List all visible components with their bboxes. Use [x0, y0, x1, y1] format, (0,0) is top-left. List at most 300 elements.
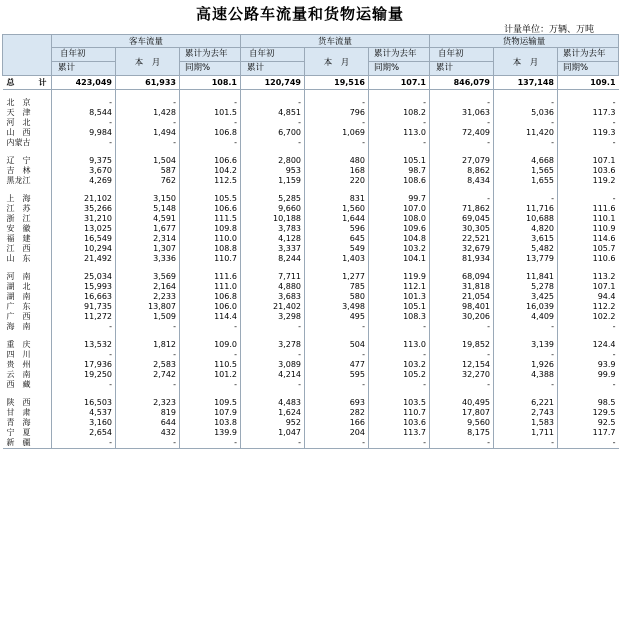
header-pct-2: 同期%	[180, 62, 241, 76]
table-cell: -	[558, 380, 619, 390]
region-name: 天 津	[6, 108, 31, 117]
table-cell: 953	[241, 166, 305, 176]
table-cell: 21,102	[52, 194, 116, 204]
region-name: 浙 江	[6, 214, 31, 223]
table-cell: 107.1	[558, 156, 619, 166]
spacer-cell	[241, 148, 305, 156]
table-cell: 110.9	[558, 224, 619, 234]
region-name: 总 计	[3, 76, 52, 90]
table-cell: 168	[305, 166, 369, 176]
table-row	[3, 108, 619, 118]
table-cell: -	[116, 380, 180, 390]
spacer-cell	[558, 264, 619, 272]
table-cell: 5,285	[241, 194, 305, 204]
header-cumulative-2: 累计	[52, 62, 116, 76]
region-name: 上 海	[6, 194, 31, 203]
spacer-cell	[369, 390, 430, 398]
table-cell: 3,160	[52, 418, 116, 428]
table-cell: 3,615	[494, 234, 558, 244]
table-cell: 10,688	[494, 214, 558, 224]
table-row	[3, 138, 619, 148]
table-row	[3, 234, 619, 244]
table-cell: 4,851	[241, 108, 305, 118]
spacer-cell	[116, 264, 180, 272]
table-cell: 1,624	[241, 408, 305, 418]
table-cell: 549	[305, 244, 369, 254]
spacer-cell	[305, 90, 369, 99]
table-cell: 15,993	[52, 282, 116, 292]
table-cell: -	[116, 98, 180, 108]
spacer-cell	[180, 186, 241, 194]
table-cell: 91,735	[52, 302, 116, 312]
table-cell: 495	[305, 312, 369, 322]
table-cell: 17,807	[430, 408, 494, 418]
spacer-cell	[241, 90, 305, 99]
group-spacer	[3, 264, 619, 272]
table-row	[3, 292, 619, 302]
table-cell: 11,716	[494, 204, 558, 214]
table-cell: -	[52, 438, 116, 449]
table-cell: 3,683	[241, 292, 305, 302]
table-cell: 99.7	[369, 194, 430, 204]
region-name: 重 庆	[6, 340, 31, 349]
table-cell: -	[52, 138, 116, 148]
table-cell: 104.2	[180, 166, 241, 176]
table-cell: -	[180, 118, 241, 128]
header-cumulative: 自年初	[52, 48, 116, 62]
table-cell: 1,509	[116, 312, 180, 322]
table-cell: -	[430, 438, 494, 449]
table-cell: 108.8	[180, 244, 241, 254]
table-cell: 2,742	[116, 370, 180, 380]
header-cumulative: 自年初	[430, 48, 494, 62]
table-cell: 98.5	[558, 398, 619, 408]
spacer-cell	[180, 264, 241, 272]
table-cell: 846,079	[430, 76, 494, 90]
table-row	[3, 166, 619, 176]
spacer-cell	[180, 390, 241, 398]
table-cell: 32,679	[430, 244, 494, 254]
header-corner	[3, 35, 52, 76]
table-cell: 94.4	[558, 292, 619, 302]
table-cell: 1,812	[116, 340, 180, 350]
table-row	[3, 302, 619, 312]
region-name: 安 徽	[6, 224, 31, 233]
table-row	[3, 194, 619, 204]
table-cell: 98.7	[369, 166, 430, 176]
table-row	[3, 176, 619, 186]
table-row	[3, 254, 619, 264]
table-cell: -	[116, 438, 180, 449]
region-name: 新 疆	[6, 438, 31, 447]
table-cell: -	[241, 350, 305, 360]
table-cell: 3,783	[241, 224, 305, 234]
table-cell: -	[241, 118, 305, 128]
header-cumulative-2: 累计	[241, 62, 305, 76]
table-cell: 108.2	[369, 108, 430, 118]
total-row	[3, 76, 619, 90]
table-cell: 72,409	[430, 128, 494, 138]
table-cell: 119.9	[369, 272, 430, 282]
table-cell: 1,644	[305, 214, 369, 224]
table-cell: -	[241, 322, 305, 332]
group-spacer	[3, 390, 619, 398]
table-cell: 204	[305, 428, 369, 438]
table-cell: 13,779	[494, 254, 558, 264]
region-name: 山 西	[6, 128, 31, 137]
table-cell: 107.9	[180, 408, 241, 418]
region-name: 北 京	[6, 98, 31, 107]
table-row	[3, 340, 619, 350]
table-cell: 117.7	[558, 428, 619, 438]
table-cell: -	[369, 350, 430, 360]
table-cell: 16,549	[52, 234, 116, 244]
region-name: 湖 南	[6, 292, 31, 301]
header-freight-volume: 货物运输量	[430, 35, 619, 48]
table-cell: 2,323	[116, 398, 180, 408]
table-cell: 103.8	[180, 418, 241, 428]
spacer-cell	[241, 332, 305, 340]
table-cell: 19,250	[52, 370, 116, 380]
table-cell: 11,420	[494, 128, 558, 138]
table-cell: 2,583	[116, 360, 180, 370]
table-cell: -	[369, 322, 430, 332]
table-row	[3, 224, 619, 234]
table-cell: 8,544	[52, 108, 116, 118]
table-cell: 106.8	[180, 128, 241, 138]
table-row	[3, 380, 619, 390]
spacer-cell	[241, 390, 305, 398]
table-cell: 477	[305, 360, 369, 370]
table-cell: 139.9	[180, 428, 241, 438]
spacer-cell	[430, 332, 494, 340]
table-cell: 3,336	[116, 254, 180, 264]
table-cell: 107.1	[369, 76, 430, 90]
spacer-cell	[305, 148, 369, 156]
table-cell: 3,498	[305, 302, 369, 312]
table-cell: 1,159	[241, 176, 305, 186]
region-name: 陕 西	[6, 398, 31, 407]
table-cell: -	[116, 118, 180, 128]
table-cell: 13,025	[52, 224, 116, 234]
table-cell: 21,054	[430, 292, 494, 302]
table-cell: 9,660	[241, 204, 305, 214]
table-row	[3, 408, 619, 418]
spacer-cell	[52, 148, 116, 156]
unit-label: 计量单位：万辆、万吨	[503, 25, 594, 35]
table-cell: 4,537	[52, 408, 116, 418]
table-cell: 109.5	[180, 398, 241, 408]
header-month: 本 月	[494, 48, 558, 76]
table-cell: 423,049	[52, 76, 116, 90]
table-cell: 16,663	[52, 292, 116, 302]
group-spacer	[3, 186, 619, 194]
region-name: 辽 宁	[6, 156, 31, 165]
table-cell: 114.4	[180, 312, 241, 322]
table-cell: 5,148	[116, 204, 180, 214]
table-cell: 2,233	[116, 292, 180, 302]
table-cell: -	[494, 380, 558, 390]
table-cell: 3,569	[116, 272, 180, 282]
table-cell: 645	[305, 234, 369, 244]
table-cell: 3,139	[494, 340, 558, 350]
table-row	[3, 312, 619, 322]
table-row	[3, 428, 619, 438]
table-cell: 1,403	[305, 254, 369, 264]
table-cell: 104.8	[369, 234, 430, 244]
table-cell: 40,495	[430, 398, 494, 408]
spacer-cell	[241, 264, 305, 272]
spacer-cell	[241, 186, 305, 194]
table-cell: 644	[116, 418, 180, 428]
table-cell: 32,270	[430, 370, 494, 380]
table-cell: 112.2	[558, 302, 619, 312]
table-cell: 105.1	[369, 302, 430, 312]
table-cell: 4,128	[241, 234, 305, 244]
table-cell: 13,807	[116, 302, 180, 312]
table-cell: 8,434	[430, 176, 494, 186]
table-cell: 4,668	[494, 156, 558, 166]
table-cell: -	[180, 380, 241, 390]
table-cell: 1,277	[305, 272, 369, 282]
spacer-cell	[430, 186, 494, 194]
table-cell: -	[305, 380, 369, 390]
region-name: 西 藏	[6, 380, 31, 389]
table-cell: 113.2	[558, 272, 619, 282]
table-cell: 3,670	[52, 166, 116, 176]
table-cell: 3,425	[494, 292, 558, 302]
table-cell: 1,428	[116, 108, 180, 118]
spacer-cell	[369, 186, 430, 194]
spacer-cell	[305, 186, 369, 194]
table-cell: 61,933	[116, 76, 180, 90]
region-name: 吉 林	[6, 166, 31, 175]
table-cell: 1,565	[494, 166, 558, 176]
table-row	[3, 360, 619, 370]
table-cell: 1,307	[116, 244, 180, 254]
table-row	[3, 398, 619, 408]
table-cell: 109.0	[180, 340, 241, 350]
table-cell: 2,800	[241, 156, 305, 166]
table-cell: 119.2	[558, 176, 619, 186]
table-cell: 105.1	[369, 156, 430, 166]
table-cell: 6,700	[241, 128, 305, 138]
spacer-cell	[52, 264, 116, 272]
header-pct-2: 同期%	[558, 62, 619, 76]
table-cell: 2,314	[116, 234, 180, 244]
table-cell: 110.7	[369, 408, 430, 418]
table-cell: -	[494, 98, 558, 108]
region-name: 黑龙江	[6, 176, 31, 185]
table-cell: 111.0	[180, 282, 241, 292]
region-name: 海 南	[6, 322, 31, 331]
table-row	[3, 418, 619, 428]
region-name: 甘 肃	[6, 408, 31, 417]
table-cell: 19,852	[430, 340, 494, 350]
table-cell: -	[430, 118, 494, 128]
header-month: 本 月	[116, 48, 180, 76]
table-cell: 110.0	[180, 234, 241, 244]
table-row	[3, 214, 619, 224]
table-cell: 109.1	[558, 76, 619, 90]
table-cell: -	[180, 98, 241, 108]
table-cell: 4,214	[241, 370, 305, 380]
table-row	[3, 128, 619, 138]
table-cell: 99.9	[558, 370, 619, 380]
region-name: 广 东	[6, 302, 31, 311]
table-row	[3, 322, 619, 332]
table-cell: 110.5	[180, 360, 241, 370]
table-cell: 129.5	[558, 408, 619, 418]
table-cell: -	[241, 98, 305, 108]
spacer-cell	[3, 390, 52, 398]
table-cell: 114.6	[558, 234, 619, 244]
table-cell: 580	[305, 292, 369, 302]
table-cell: 108.3	[369, 312, 430, 322]
table-cell: 30,305	[430, 224, 494, 234]
table-cell: -	[116, 138, 180, 148]
table-cell: -	[180, 322, 241, 332]
table-cell: 952	[241, 418, 305, 428]
table-cell: 5,482	[494, 244, 558, 254]
table-cell: -	[558, 194, 619, 204]
table-cell: 19,516	[305, 76, 369, 90]
group-spacer	[3, 148, 619, 156]
table-cell: 103.6	[558, 166, 619, 176]
table-cell: 166	[305, 418, 369, 428]
spacer-cell	[369, 332, 430, 340]
header-pct-2: 同期%	[369, 62, 430, 76]
spacer-cell	[430, 90, 494, 99]
table-cell: 113.0	[369, 340, 430, 350]
table-cell: 762	[116, 176, 180, 186]
table-cell: -	[494, 194, 558, 204]
spacer-cell	[180, 332, 241, 340]
header-pct: 累计为去年	[369, 48, 430, 62]
spacer-cell	[3, 186, 52, 194]
table-cell: 110.1	[558, 214, 619, 224]
table-cell: 31,818	[430, 282, 494, 292]
table-cell: -	[494, 350, 558, 360]
spacer-cell	[3, 264, 52, 272]
table-cell: -	[52, 322, 116, 332]
table-cell: 111.5	[180, 214, 241, 224]
spacer-cell	[558, 148, 619, 156]
table-cell: 103.2	[369, 244, 430, 254]
table-cell: -	[305, 138, 369, 148]
table-cell: 107.0	[369, 204, 430, 214]
page-title: 高速公路车流量和货物运输量	[195, 5, 404, 23]
table-cell: -	[52, 98, 116, 108]
table-cell: 105.5	[180, 194, 241, 204]
table-cell: -	[558, 322, 619, 332]
table-cell: -	[558, 138, 619, 148]
table-cell: 110.7	[180, 254, 241, 264]
table-cell: 103.5	[369, 398, 430, 408]
table-cell: 106.6	[180, 204, 241, 214]
table-cell: 504	[305, 340, 369, 350]
table-cell: 31,210	[52, 214, 116, 224]
table-cell: 109.8	[180, 224, 241, 234]
table-cell: 2,654	[52, 428, 116, 438]
table-cell: 6,221	[494, 398, 558, 408]
table-cell: 1,711	[494, 428, 558, 438]
table-cell: -	[241, 138, 305, 148]
spacer-cell	[52, 186, 116, 194]
table-cell: 71,862	[430, 204, 494, 214]
table-cell: 11,841	[494, 272, 558, 282]
table-cell: 21,492	[52, 254, 116, 264]
table-cell: -	[369, 380, 430, 390]
region-name: 云 南	[6, 370, 31, 379]
header-cumulative-2: 累计	[430, 62, 494, 76]
table-cell: 4,409	[494, 312, 558, 322]
table-cell: 93.9	[558, 360, 619, 370]
table-cell: 120,749	[241, 76, 305, 90]
table-body	[3, 76, 619, 449]
table-cell: 595	[305, 370, 369, 380]
spacer-cell	[494, 90, 558, 99]
table-cell: 103.2	[369, 360, 430, 370]
table-row	[3, 244, 619, 254]
spacer-cell	[52, 390, 116, 398]
spacer-cell	[3, 332, 52, 340]
table-cell: 5,036	[494, 108, 558, 118]
table-cell: -	[116, 350, 180, 360]
table-header	[3, 35, 619, 76]
spacer-cell	[369, 264, 430, 272]
spacer-cell	[3, 90, 52, 99]
table-cell: 106.0	[180, 302, 241, 312]
table-row	[3, 118, 619, 128]
table-cell: 81,934	[430, 254, 494, 264]
table-cell: 3,278	[241, 340, 305, 350]
table-cell: 480	[305, 156, 369, 166]
spacer-cell	[116, 332, 180, 340]
table-cell: 4,880	[241, 282, 305, 292]
table-cell: 1,655	[494, 176, 558, 186]
table-cell: 587	[116, 166, 180, 176]
table-cell: 16,503	[52, 398, 116, 408]
table-cell: 10,294	[52, 244, 116, 254]
table-cell: 1,504	[116, 156, 180, 166]
table-cell: 8,175	[430, 428, 494, 438]
spacer-cell	[52, 332, 116, 340]
spacer-cell	[430, 390, 494, 398]
table-cell: 106.8	[180, 292, 241, 302]
table-cell: 35,266	[52, 204, 116, 214]
table-row	[3, 156, 619, 166]
spacer-cell	[116, 90, 180, 99]
table-cell: -	[369, 138, 430, 148]
region-name: 江 西	[6, 244, 31, 253]
table-cell: 101.2	[180, 370, 241, 380]
spacer-cell	[494, 332, 558, 340]
table-cell: -	[430, 350, 494, 360]
table-cell: 7,711	[241, 272, 305, 282]
table-cell: -	[558, 350, 619, 360]
table-cell: 105.2	[369, 370, 430, 380]
table-cell: -	[494, 322, 558, 332]
header-pct: 累计为去年	[558, 48, 619, 62]
table-cell: 137,148	[494, 76, 558, 90]
table-cell: 2,164	[116, 282, 180, 292]
table-cell: 4,388	[494, 370, 558, 380]
spacer-cell	[305, 264, 369, 272]
table-cell: -	[52, 350, 116, 360]
table-cell: 4,820	[494, 224, 558, 234]
table-cell: 113.0	[369, 128, 430, 138]
